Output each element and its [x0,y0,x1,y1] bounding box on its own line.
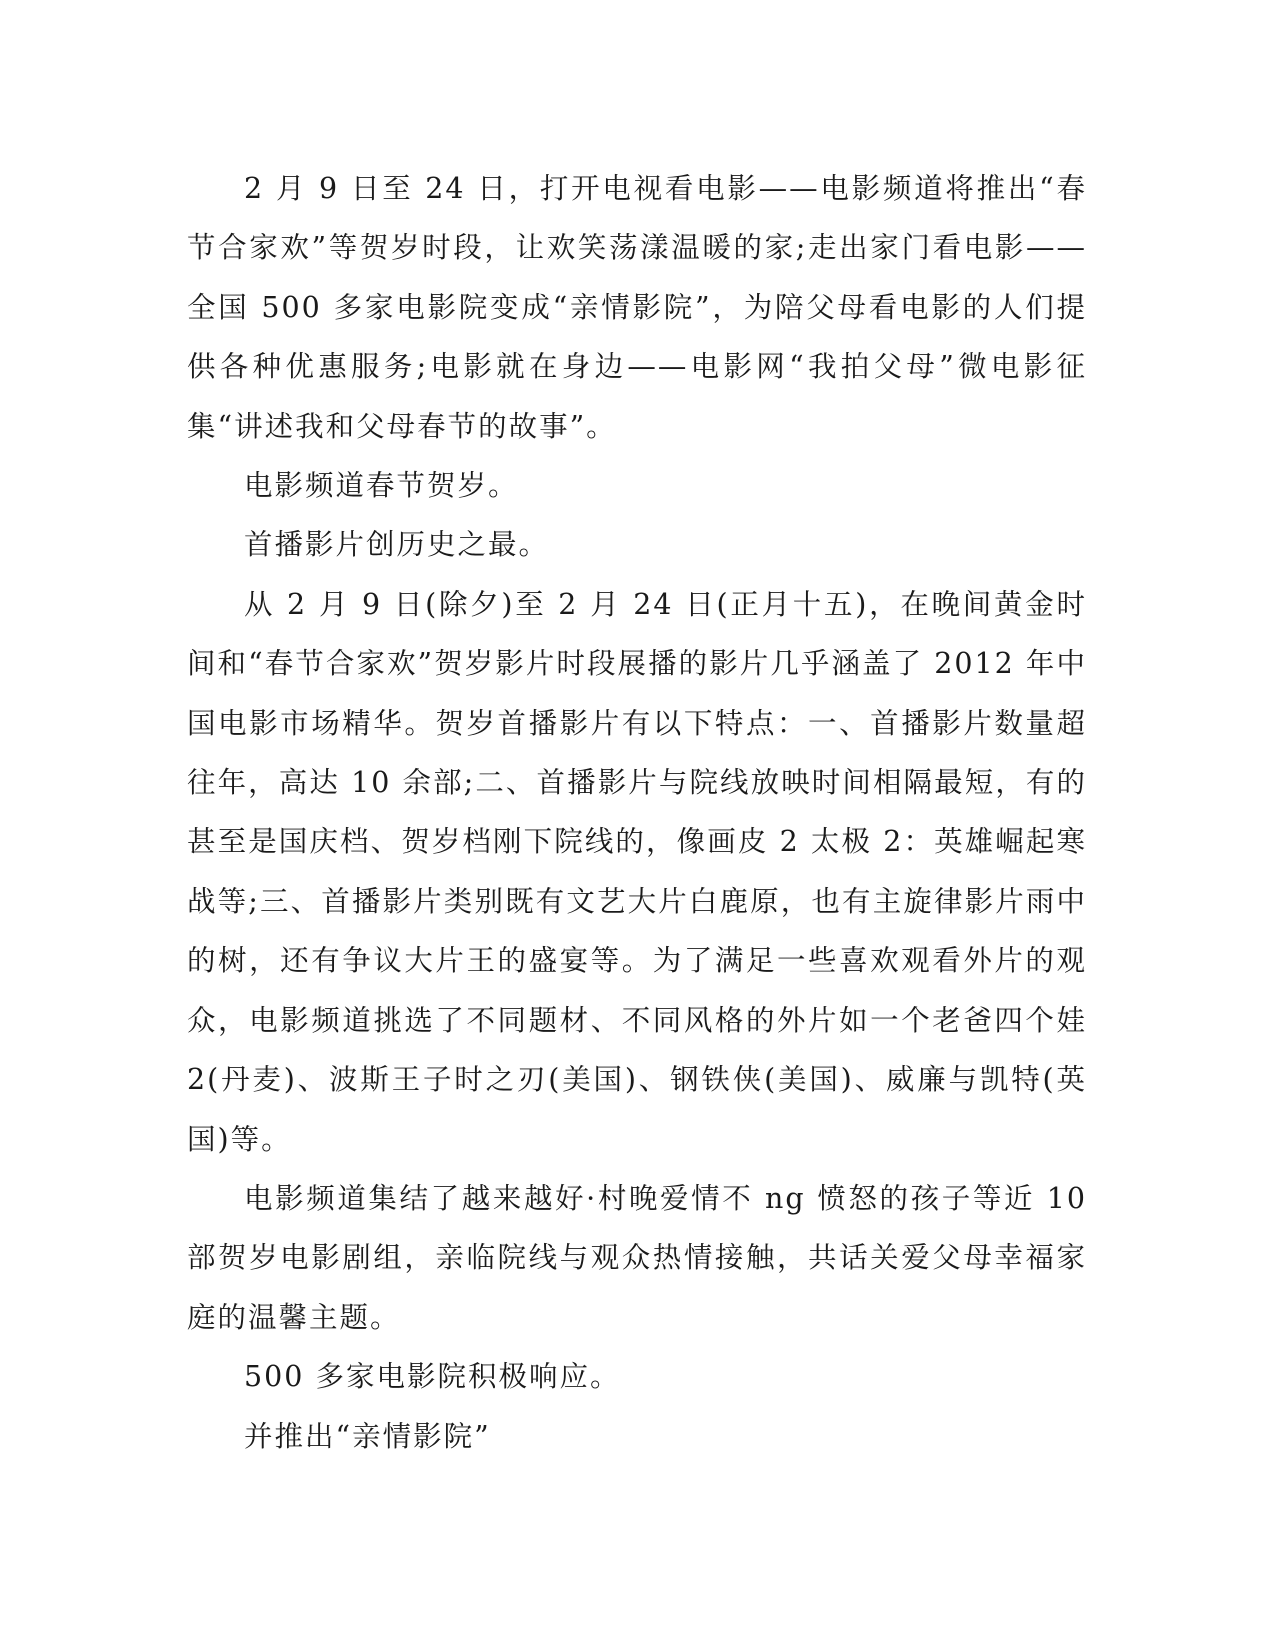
document-body [187,159,1087,1466]
paragraph-heading-cinemas: 500 多家电影院积极响应。 [244,1360,621,1394]
paragraph-heading-channel: 电影频道春节贺岁。 [244,469,519,503]
paragraph-intro: 2 月 9 日至 24 日，打开电视看电影——电影频道将推出“春节合家欢”等贺岁时段，让欢笑荡漾温暖的家;走出家门看电影——全国 500 多家电影院变成“亲情影院”，为陪父母看电影的人们提供各种优惠服务;电影就在身边——电影网“我拍父母”微电影征集“讲述我和父母春节的故事”。 [187,172,1087,443]
paragraph-heading-premiere: 首播影片创历史之最。 [244,528,550,562]
paragraph-premiere-details: 从 2 月 9 日(除夕)至 2 月 24 日(正月十五)，在晚间黄金时间和“春节合家欢”贺岁影片时段展播的影片几乎涵盖了 2012 年中国电影市场精华。贺岁首播影片有以下特点：一、首播影片数量超往年，高达 10 余部;二、首播影片与院线放映时间相隔最短，有的甚至是国庆档、贺岁档刚下院线的，像画皮 2 太极 2：英雄崛起寒战等;三、首播影片类别既有文艺大片白鹿原，也有主旋律影片雨中的树，还有争议大片王的盛宴等。为了满足一些喜欢观看外片的观众，电影频道挑选了不同题材、不同风格的外片如一个老爸四个娃 2(丹麦)、波斯王子时之刃(美国)、钢铁侠(美国)、威廉与凯特(英国)等。 [187,587,1087,1156]
paragraph-film-crews: 电影频道集结了越来越好·村晚爱情不 ng 愤怒的孩子等近 10 部贺岁电影剧组，亲临院线与观众热情接触，共话关爱父母幸福家庭的温馨主题。 [187,1181,1087,1334]
paragraph-family-cinema: 并推出“亲情影院” [244,1419,491,1453]
